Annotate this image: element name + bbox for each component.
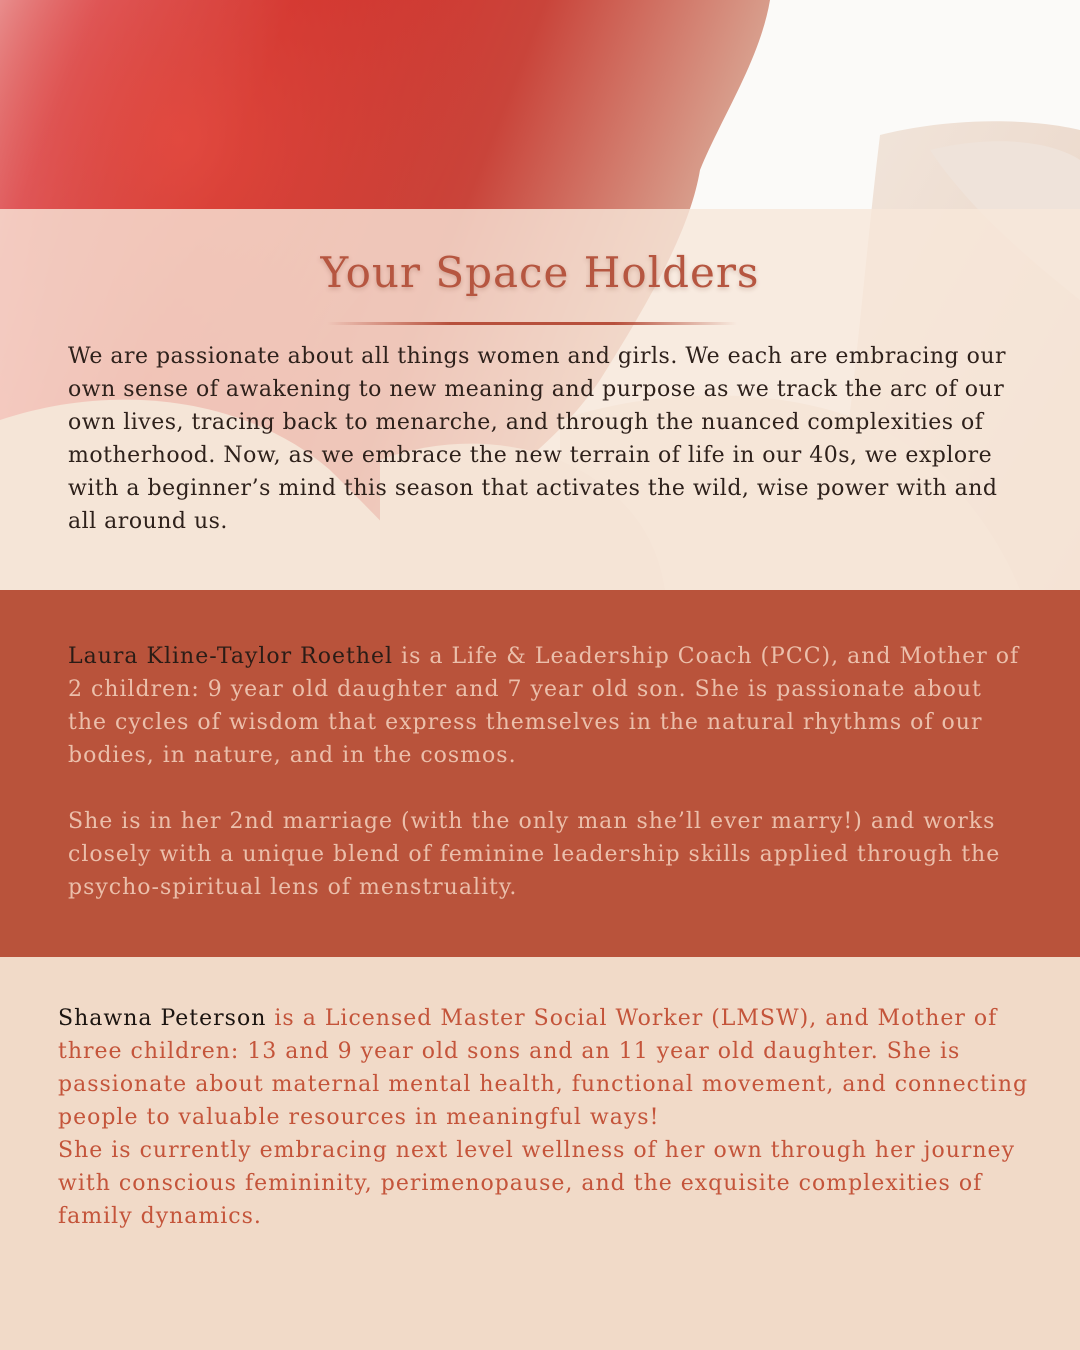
laura-bio-paragraph-2: She is in her 2nd marriage (with the only man she’ll ever marry!) and works closely with a unique blend of feminine leadership skills applied through the psycho-spiritual lens of menstruality. bbox=[68, 809, 1001, 900]
paragraph-gap bbox=[68, 772, 1028, 805]
shawna-bio-paragraph-1: is a Licensed Master Social Worker (LMSW), and Mother of three children: 13 and 9 year old sons and an 11 year old daughter. She is passionate about maternal mental health, functional movement, and connecting people to valuable resources in meaningful ways! bbox=[58, 1006, 1029, 1130]
title-divider bbox=[327, 322, 737, 325]
laura-bio-paragraph-1: is a Life & Leadership Coach (PCC), and Mother of 2 children: 9 year old daughter and 7 year old son. She is passionate about the cycles of wisdom that express themselves in the natural rhythms of our bodies, in nature, and in the cosmos. bbox=[68, 644, 1020, 768]
laura-bio bbox=[68, 640, 1028, 904]
laura-bio-section bbox=[0, 590, 1080, 957]
shawna-bio-section bbox=[0, 957, 1080, 1350]
page-title: Your Space Holders bbox=[320, 248, 760, 297]
intro-paragraph: We are passionate about all things women and girls. We each are embracing our own sense of awakening to new meaning and purpose as we track the arc of our own lives, tracing back to menarche, and through the nuanced complexities of motherhood. Now, as we embrace the new terrain of life in our 40s, we explore with a beginner’s mind this season that activates the wild, wise power with and all around us. bbox=[68, 344, 1007, 534]
shawna-bio-paragraph-2: She is currently embracing next level wellness of her own through her journey with conscious femininity, perimenopause, and the exquisite complexities of family dynamics. bbox=[58, 1138, 1015, 1229]
shawna-name: Shawna Peterson bbox=[58, 1006, 267, 1031]
laura-name: Laura Kline-Taylor Roethel bbox=[68, 644, 394, 669]
shawna-bio bbox=[58, 1002, 1038, 1233]
